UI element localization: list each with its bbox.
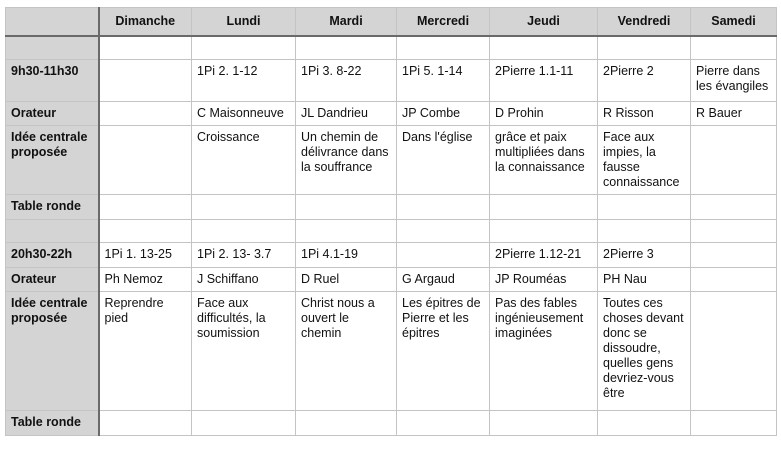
table-cell [691, 268, 777, 292]
table-cell [296, 411, 397, 436]
table-cell: 2Pierre 3 [598, 243, 691, 268]
morning-table-ronde-row [6, 195, 777, 220]
table-cell: R Bauer [691, 102, 777, 126]
table-cell [691, 126, 777, 195]
spacer-row [6, 36, 777, 60]
table-cell: Les épitres de Pierre et les épitres [397, 292, 490, 411]
table-cell: Un chemin de délivrance dans la souffrance [296, 126, 397, 195]
table-cell [192, 195, 296, 220]
table-cell [99, 220, 192, 243]
evening-orateur-row [6, 268, 777, 292]
table-cell [691, 220, 777, 243]
table-cell [192, 220, 296, 243]
table-cell [99, 411, 192, 436]
header-day-mardi: Mardi [296, 8, 397, 37]
header-day-dimanche: Dimanche [99, 8, 192, 37]
evening-time-label: 20h30-22h [6, 243, 99, 268]
table-cell [691, 36, 777, 60]
header-day-lundi: Lundi [192, 8, 296, 37]
table-cell [397, 36, 490, 60]
table-cell: J Schiffano [192, 268, 296, 292]
table-cell: 1Pi 5. 1-14 [397, 60, 490, 102]
morning-time-label: 9h30-11h30 [6, 60, 99, 102]
table-cell: Pas des fables ingénieusement imaginées [490, 292, 598, 411]
table-cell: R Risson [598, 102, 691, 126]
table-cell [99, 195, 192, 220]
row-label [6, 36, 99, 60]
evening-table-ronde-row [6, 411, 777, 436]
evening-idee-row [6, 292, 777, 411]
table-cell: JL Dandrieu [296, 102, 397, 126]
table-cell [691, 243, 777, 268]
header-day-vendredi: Vendredi [598, 8, 691, 37]
table-cell [490, 411, 598, 436]
table-cell [691, 195, 777, 220]
morning-orateur-row [6, 102, 777, 126]
evening-table-ronde-label: Table ronde [6, 411, 99, 436]
table-cell: Toutes ces choses devant donc se dissoudre, quelles gens devriez-vous être [598, 292, 691, 411]
table-cell: G Argaud [397, 268, 490, 292]
table-cell [397, 220, 490, 243]
table-cell: JP Combe [397, 102, 490, 126]
table-cell [397, 195, 490, 220]
table-cell [192, 36, 296, 60]
header-day-mercredi: Mercredi [397, 8, 490, 37]
morning-idee-row [6, 126, 777, 195]
table-cell: JP Rouméas [490, 268, 598, 292]
table-cell: grâce et paix multipliées dans la connaissance [490, 126, 598, 195]
table-cell: Pierre dans les évangiles [691, 60, 777, 102]
table-cell [397, 243, 490, 268]
table-cell: Reprendre pied [99, 292, 192, 411]
table-cell [296, 220, 397, 243]
table-cell [490, 195, 598, 220]
table-cell: C Maisonneuve [192, 102, 296, 126]
header-day-jeudi: Jeudi [490, 8, 598, 37]
table-cell: D Ruel [296, 268, 397, 292]
table-cell: 2Pierre 2 [598, 60, 691, 102]
table-cell [598, 411, 691, 436]
table-cell: Ph Nemoz [99, 268, 192, 292]
table-cell [598, 195, 691, 220]
header-row [6, 8, 777, 37]
table-cell: 2Pierre 1.1-11 [490, 60, 598, 102]
table-cell [691, 292, 777, 411]
table-cell [192, 411, 296, 436]
evening-idee-label: Idée centrale proposée [6, 292, 99, 411]
schedule-table [5, 7, 777, 436]
evening-time-row [6, 243, 777, 268]
table-cell: 1Pi 3. 8-22 [296, 60, 397, 102]
table-cell: 1Pi 1. 13-25 [99, 243, 192, 268]
table-cell: 1Pi 4.1-19 [296, 243, 397, 268]
table-cell: Croissance [192, 126, 296, 195]
morning-orateur-label: Orateur [6, 102, 99, 126]
table-cell: D Prohin [490, 102, 598, 126]
table-cell [296, 36, 397, 60]
table-cell: PH Nau [598, 268, 691, 292]
header-day-samedi: Samedi [691, 8, 777, 37]
table-cell: 2Pierre 1.12-21 [490, 243, 598, 268]
spacer-row [6, 220, 777, 243]
table-cell: Face aux difficultés, la soumission [192, 292, 296, 411]
table-cell [397, 411, 490, 436]
table-cell [598, 220, 691, 243]
table-cell [490, 220, 598, 243]
table-cell [691, 411, 777, 436]
header-corner [6, 8, 99, 37]
table-cell [598, 36, 691, 60]
morning-idee-label: Idée centrale proposée [6, 126, 99, 195]
table-cell [296, 195, 397, 220]
table-cell [99, 102, 192, 126]
table-cell: Face aux impies, la fausse connaissance [598, 126, 691, 195]
morning-table-ronde-label: Table ronde [6, 195, 99, 220]
table-cell: Christ nous a ouvert le chemin [296, 292, 397, 411]
table-cell [99, 126, 192, 195]
morning-time-row [6, 60, 777, 102]
table-cell: Dans l'église [397, 126, 490, 195]
table-cell [99, 36, 192, 60]
table-cell: 1Pi 2. 13- 3.7 [192, 243, 296, 268]
row-label [6, 220, 99, 243]
table-cell [490, 36, 598, 60]
table-cell [99, 60, 192, 102]
table-cell: 1Pi 2. 1-12 [192, 60, 296, 102]
evening-orateur-label: Orateur [6, 268, 99, 292]
